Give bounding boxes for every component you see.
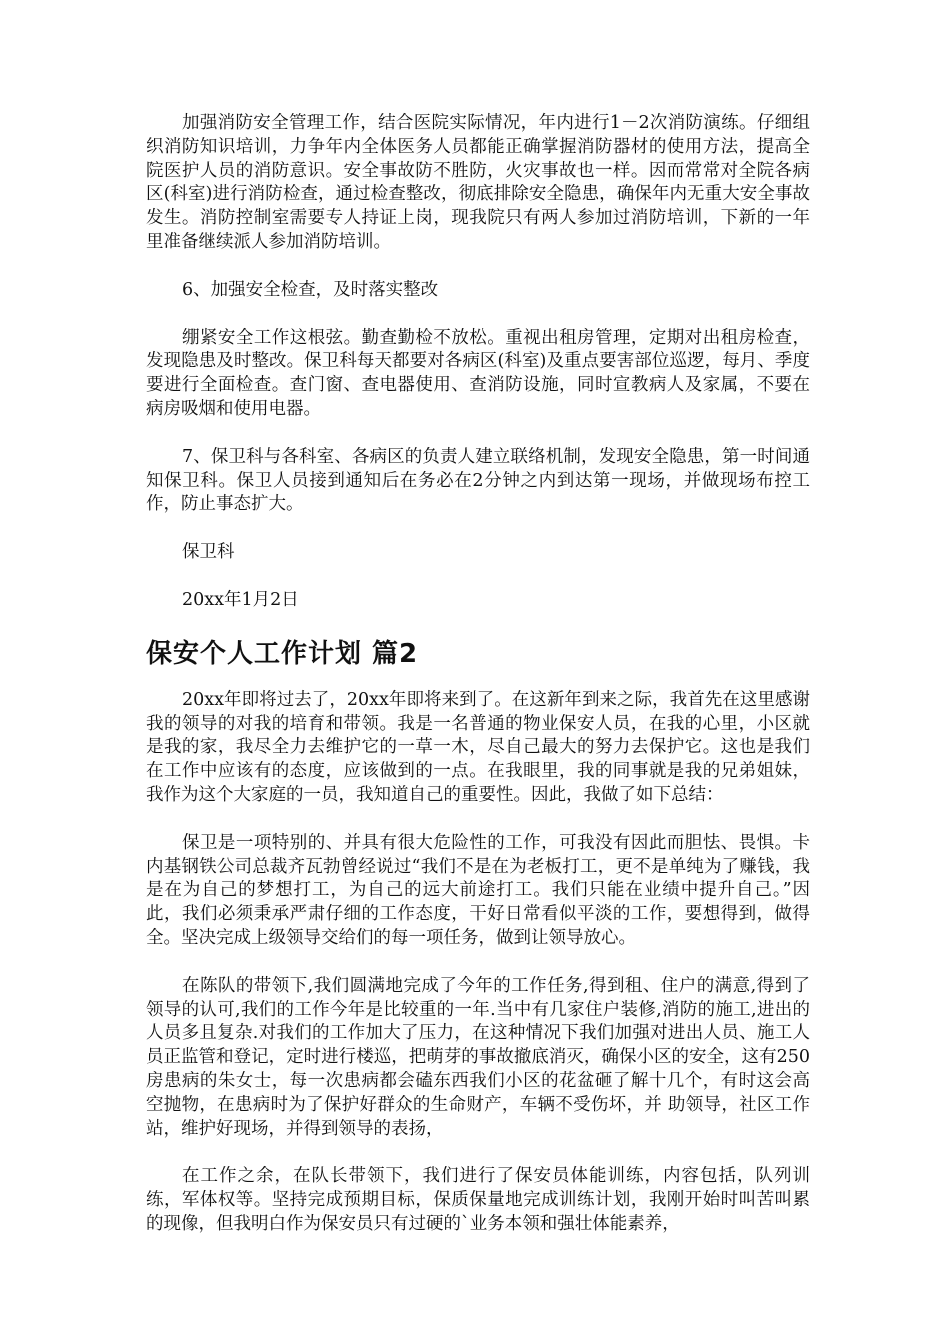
item-7-paragraph: 7、保卫科与各科室、各病区的负责人建立联络机制，发现安全隐患，第一时间通知保卫科。保卫人员接到通知后在务必在2分钟之内到达第一现场，并做现场布控工作，防止事态扩大。: [146, 446, 810, 515]
paragraph-training: 在工作之余，在队长带领下，我们进行了保安员体能训练，内容包括，队列训练，军体权等。坚持完成预期目标，保质保量地完成训练计划，我刚开始时叫苦叫累的现像，但我明白作为保安员只有过硬的`业务本领和强壮体能素养，: [146, 1166, 810, 1234]
paragraph-safety-inspection: 绷紧安全工作这根弦。勤查勤检不放松。重视出租房管理，定期对出租房检查，发现隐患及时整改。保卫科每天都要对各病区(科室)及重点要害部位巡逻，每月、季度要进行全面检查。查门窗、查电器使用、查消防设施，同时宣教病人及家属，不要在病房吸烟和使用电器。: [146, 327, 810, 419]
section-heading: 保安个人工作计划 篇2: [146, 638, 419, 669]
item-6-heading: 6、加强安全检查，及时落实整改: [182, 279, 439, 300]
paragraph-intro: 20xx年即将过去了，20xx年即将来到了。在这新年到来之际，我首先在这里感谢我的领导的对我的培育和带领。我是一名普通的物业保安人员，在我的心里，小区就是我的家，我尽全力去维护它的一草一木，尽自己最大的努力去保护它。这也是我们在工作中应该有的态度，应该做到的一点。在我眼里，我的同事就是我的兄弟姐妹，我作为这个大家庭的一员，我知道自己的重要性。因此，我做了如下总结：: [146, 689, 810, 805]
signature-date: 20xx年1月2日: [182, 589, 299, 610]
signature-department: 保卫科: [182, 542, 235, 563]
paragraph-fire-safety: 加强消防安全管理工作，结合医院实际情况，年内进行1－2次消防演练。仔细组织消防知识培训，力争年内全体医务人员都能正确掌握消防器材的使用方法，提高全院医护人员的消防意识。安全事故防不胜防，火灾事故也一样。因而常常对全院各病区(科室)进行消防检查，通过检查整改，彻底排除安全隐患，确保年内无重大安全事故发生。消防控制室需要专人持证上岗，现我院只有两人参加过消防培训，下新的一年里准备继续派人参加消防培训。: [146, 113, 810, 252]
paragraph-attitude: 保卫是一项特别的、并具有很大危险性的工作，可我没有因此而胆怯、畏惧。卡内基钢铁公司总裁齐瓦勃曾经说过“我们不是在为老板打工，更不是单纯为了赚钱，我是在为自己的梦想打工，为自己的远大前途打工。我们只能在业绩中提升自己。”因此，我们必须秉承严肃仔细的工作态度，干好日常看似平淡的工作，要想得到，做得全。坚决完成上级领导交给们的每一项任务，做到让领导放心。: [146, 832, 810, 948]
paragraph-achievements: 在陈队的带领下,我们圆满地完成了今年的工作任务,得到租、住户的满意,得到了领导的认可,我们的工作今年是比较重的一年.当中有几家住户装修,消防的施工,进出的人员多且复杂.对我们的工作加大了压力，在这种情况下我们加强对进出人员、施工人员正监管和登记，定时进行楼巡，把萌芽的事故撤底消灭，确保小区的安全，这有250房患病的朱女士，每一次患病都会磕东西我们小区的花盆砸了解十几个，有时这会高空抛物，在患病时为了保护好群众的生命财产，车辆不受伤坏，并 助领导，社区工作站，维护好现场，并得到领导的表扬，: [146, 975, 810, 1139]
document-page: [146, 112, 810, 1261]
